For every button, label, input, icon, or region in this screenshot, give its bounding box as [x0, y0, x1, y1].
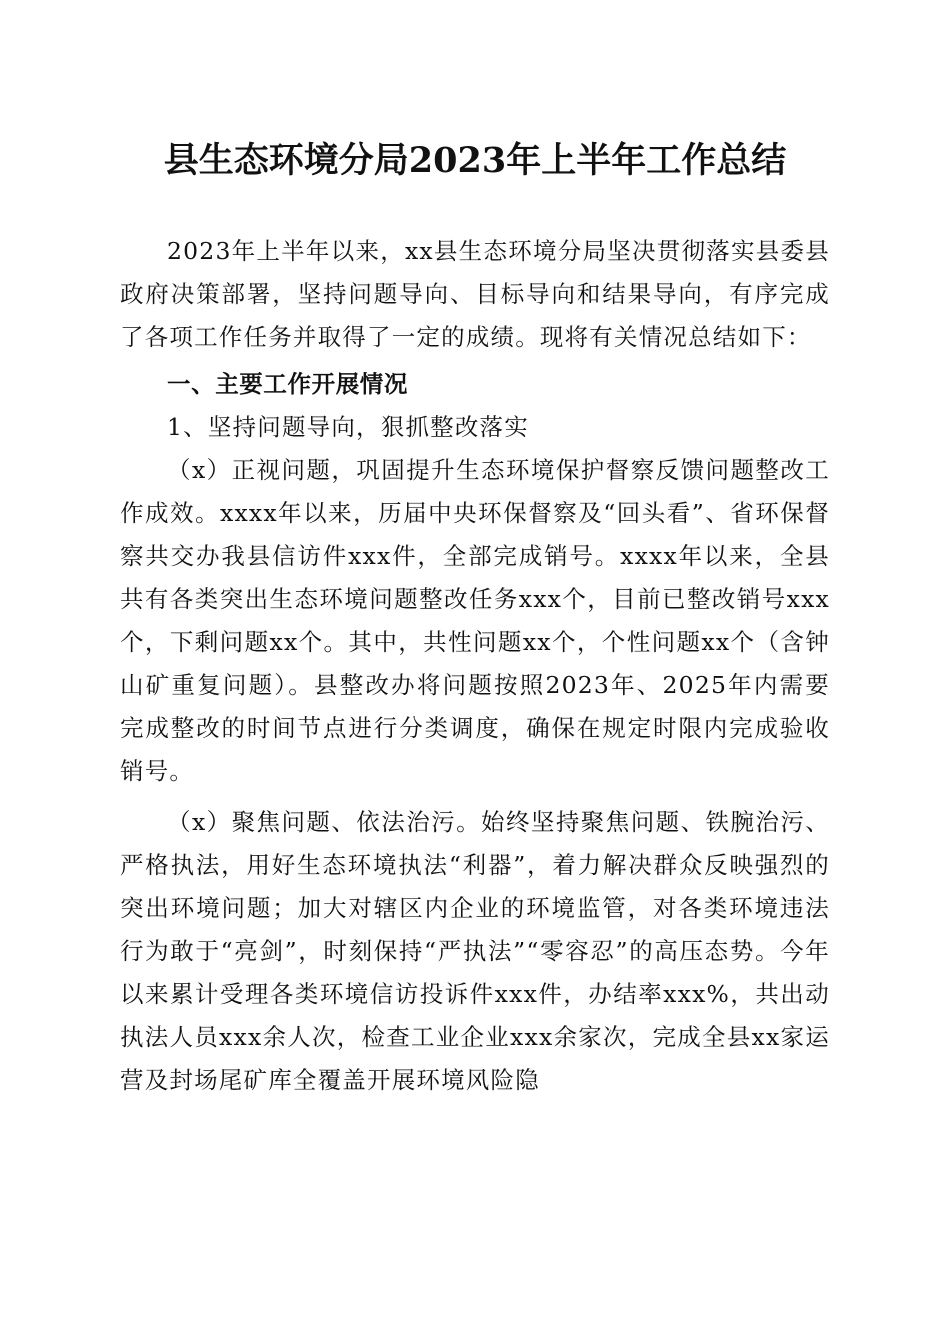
subsection-heading-problem-oriented: 1、坚持问题导向，狠抓整改落实 [167, 413, 529, 441]
section-heading-main-work: 一、主要工作开展情况 [167, 370, 408, 398]
paragraph-rectification: （x）正视问题，巩固提升生态环境保护督察反馈问题整改工作成效。xxxx年以来，历届中央环保督察及“回头看”、省环保督察共交办我县信访件xxx件，全部完成销号。xxxx年以来，全县共有各类突出生态环境问题整改任务xxx个，目前已整改销号xxx个，下剩问题xx个。其中，共性问题xx个，个性问题xx个（含钟山矿重复问题）。县整改办将问题按照2023年、2025年内需要完成整改的时间节点进行分类调度，确保在规定时限内完成验收销号。 [120, 456, 830, 785]
intro-paragraph: 2023年上半年以来，xx县生态环境分局坚决贯彻落实县委县政府决策部署，坚持问题导向、目标导向和结果导向，有序完成了各项工作任务并取得了一定的成绩。现将有关情况总结如下： [120, 237, 830, 351]
paragraph-law-enforcement: （x）聚焦问题、依法治污。始终坚持聚焦问题、铁腕治污、严格执法，用好生态环境执法“利器”，着力解决群众反映强烈的突出环境问题；加大对辖区内企业的环境监管，对各类环境违法行为敢于“亮剑”，时刻保持“严执法”“零容忍”的高压态势。今年以来累计受理各类环境信访投诉件xxx件，办结率xxx%，共出动执法人员xxx余人次，检查工业企业xxx余家次，完成全县xx家运营及封场尾矿库全覆盖开展环境风险隐 [120, 808, 830, 1094]
document-title: 县生态环境分局2023年上半年工作总结 [163, 140, 787, 181]
document-body [120, 230, 830, 1102]
